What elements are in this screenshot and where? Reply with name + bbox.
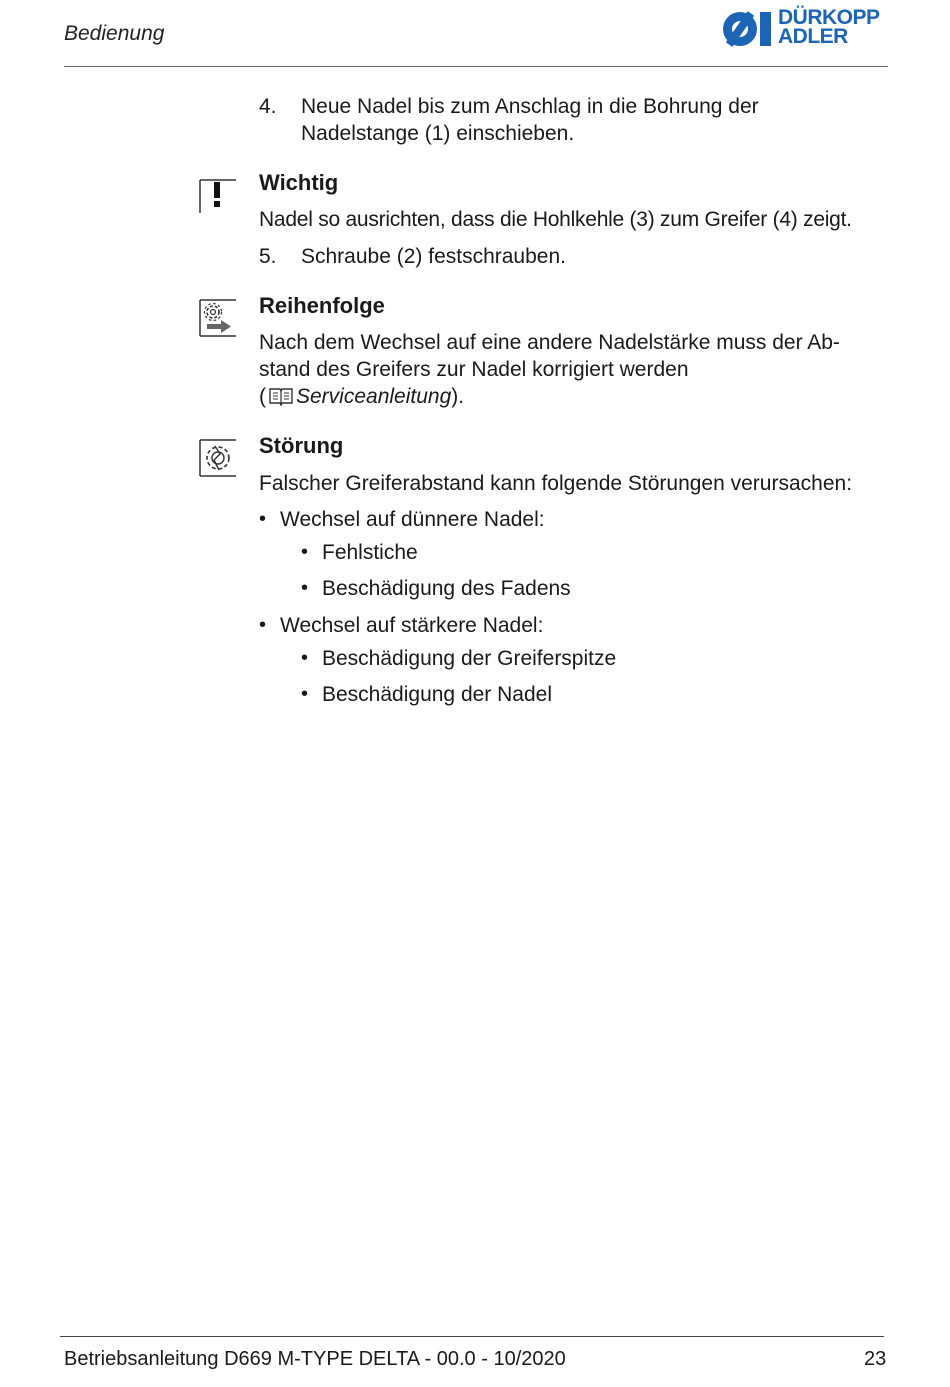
order-paren-open: ( [259,385,266,408]
bullet-marker: • [301,577,309,599]
logo-text [778,8,880,46]
important-heading: Wichtig [259,170,339,195]
fault-sub-skipped-stitches: Fehlstiche [322,541,418,564]
gear-arrow-icon [199,298,237,343]
logo-line-2: ADLER [778,25,848,48]
order-line-3 [259,383,464,413]
fault-sub-thread-damage: Beschädigung des Fadens [322,577,571,600]
bullet-marker: • [301,683,309,705]
order-line-2: stand des Greifers zur Nadel korrigiert werden [259,358,689,381]
company-logo [722,8,892,50]
bullet-marker: • [259,614,267,636]
header-divider [64,66,888,67]
fault-heading: Störung [259,433,344,458]
step-5-number: 5. [259,245,277,268]
page-number: 23 [864,1348,887,1370]
fault-sub-needle-damage: Beschädigung der Nadel [322,683,552,706]
order-paren-close: ). [451,385,465,408]
fault-intro: Falscher Greiferabstand kann folgende Störungen verursachen: [259,472,853,495]
footer-document-title: Betriebsanleitung D669 M-TYPE DELTA - 00.0 - 10/2020 [64,1348,566,1370]
step-4-line-2: Nadelstange (1) einschieben. [301,122,575,145]
bullet-marker: • [259,508,267,530]
step-5-text: Schraube (2) festschrauben. [301,245,566,268]
broken-gear-icon [199,438,237,483]
fault-item-thicker-needle: Wechsel auf stärkere Nadel: [280,614,544,637]
order-line-1: Nach dem Wechsel auf eine andere Nadelstärke muss der Ab- [259,331,840,354]
header-section-title: Bedienung [64,22,165,45]
exclamation-icon [199,176,237,219]
bullet-marker: • [301,541,309,563]
step-4-number: 4. [259,95,277,118]
logo-line-1: DÜRKOPP [778,6,880,29]
fault-item-thinner-needle: Wechsel auf dünnere Nadel: [280,508,545,531]
step-4-line-1: Neue Nadel bis zum Anschlag in die Bohrung der [301,95,759,118]
footer-divider [60,1336,884,1337]
bullet-marker: • [301,647,309,669]
fault-sub-hook-tip-damage: Beschädigung der Greiferspitze [322,647,617,670]
service-manual-reference: Serviceanleitung [296,385,452,408]
book-icon [268,386,294,413]
logo-mark-icon [722,8,774,50]
important-text: Nadel so ausrichten, dass die Hohlkehle (3) zum Greifer (4) zeigt. [259,208,852,231]
order-heading: Reihenfolge [259,293,385,318]
